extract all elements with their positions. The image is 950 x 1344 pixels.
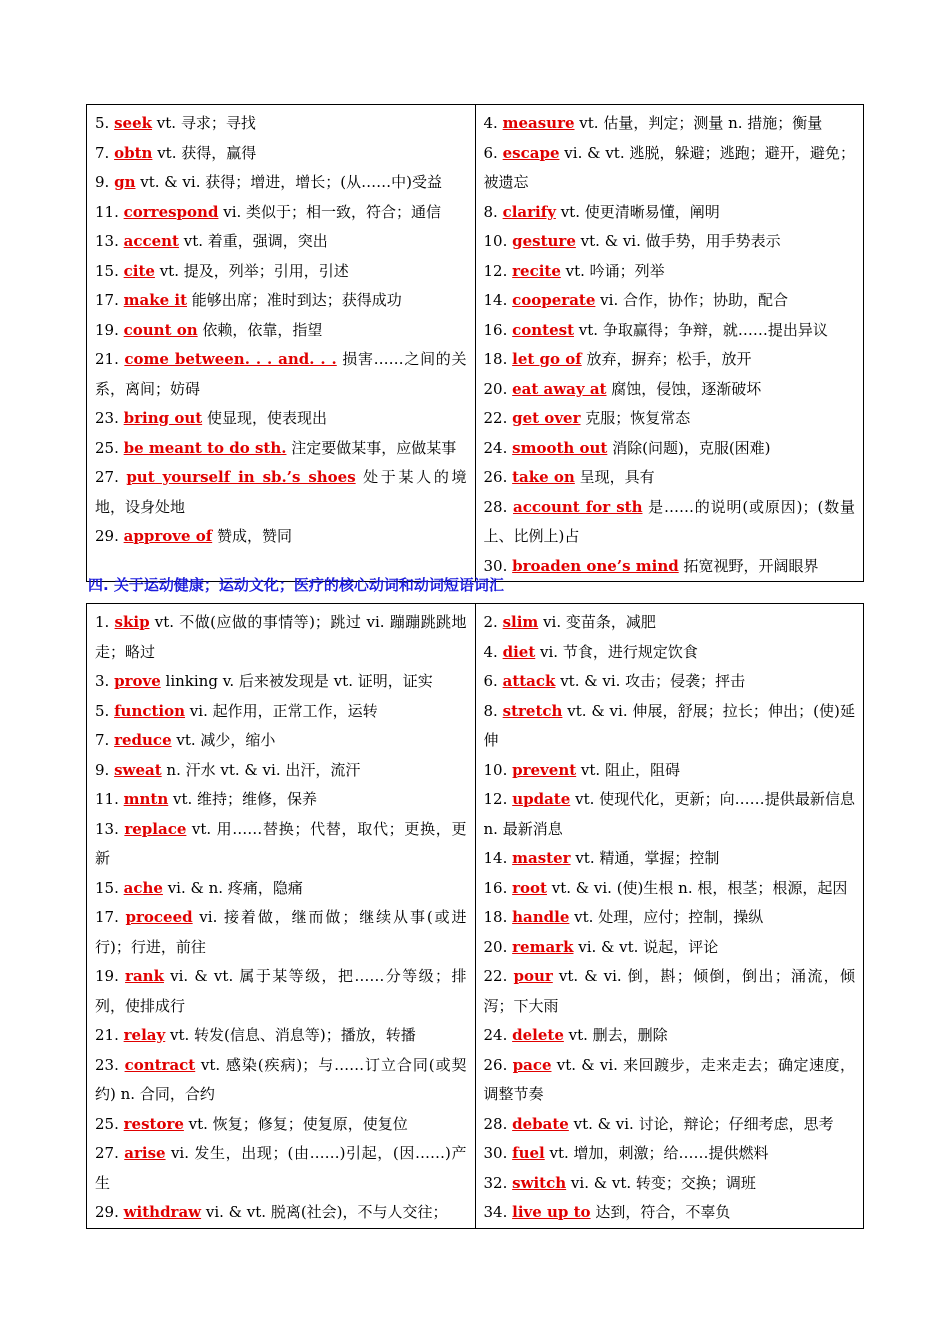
entry-def: vi. 节食，进行规定饮食 bbox=[535, 642, 698, 661]
entry-word: sweat bbox=[114, 760, 162, 779]
vocab-entry bbox=[95, 697, 467, 727]
vocab-entry bbox=[95, 1021, 467, 1051]
entry-num: 22. bbox=[483, 967, 514, 985]
vocab-entry bbox=[484, 198, 856, 228]
entry-num: 25. bbox=[95, 1114, 124, 1133]
entry-word: remark bbox=[512, 937, 574, 956]
vocab-entry bbox=[95, 227, 467, 257]
entry-num: 11. bbox=[95, 202, 124, 221]
entry-def: vt. & vi. 伸展，舒展；拉长；伸出；(使)延伸 bbox=[483, 701, 855, 749]
entry-def: vt. & vi. 获得；增进，增长；(从……中)受益 bbox=[135, 173, 442, 191]
vocab-entry bbox=[484, 962, 856, 1021]
entry-word: cite bbox=[123, 261, 155, 280]
vocab-entry bbox=[95, 198, 467, 228]
vocab-entry bbox=[484, 463, 856, 493]
entry-def: vt. 使现代化，更新；向……提供最新信息 n. 最新消息 bbox=[483, 790, 856, 838]
entry-word: account for sth bbox=[512, 497, 643, 516]
entry-num: 14. bbox=[483, 849, 513, 867]
entry-word: proceed bbox=[125, 908, 193, 926]
vocab-entry bbox=[95, 139, 467, 169]
entry-num: 16. bbox=[483, 878, 513, 897]
entry-num: 27. bbox=[95, 468, 127, 486]
entry-num: 23. bbox=[95, 409, 124, 427]
vocab-table-1 bbox=[86, 104, 864, 582]
entry-num: 5. bbox=[95, 701, 115, 720]
vocab-entry bbox=[95, 1139, 467, 1198]
entry-def: vt. 减少，缩小 bbox=[171, 731, 276, 749]
entry-num: 17. bbox=[95, 291, 124, 309]
entry-num: 10. bbox=[483, 760, 513, 779]
vocab-entry bbox=[484, 1021, 856, 1051]
vocab-entry bbox=[95, 1110, 467, 1140]
vocab-entry bbox=[484, 874, 856, 904]
entry-word: measure bbox=[502, 114, 575, 132]
entry-word: restore bbox=[123, 1114, 184, 1133]
entry-num: 10. bbox=[483, 232, 513, 250]
entry-def: 依赖，依靠，指望 bbox=[197, 320, 323, 339]
vocab-entry bbox=[95, 168, 467, 198]
entry-def: 能够出席；准时到达；获得成功 bbox=[187, 291, 402, 309]
entry-num: 11. bbox=[95, 790, 124, 808]
entry-word: function bbox=[114, 701, 186, 720]
entry-def: 放弃，摒弃；松手，放开 bbox=[581, 350, 752, 368]
entry-def: vt. 删去，删除 bbox=[563, 1026, 668, 1044]
entry-num: 8. bbox=[483, 701, 503, 720]
entry-def: 拓宽视野，开阔眼界 bbox=[678, 556, 819, 575]
entry-def: vi. 变苗条，减肥 bbox=[538, 613, 656, 631]
entry-num: 12. bbox=[483, 261, 513, 280]
entry-num: 25. bbox=[95, 438, 124, 457]
vocab-entry bbox=[95, 1051, 467, 1110]
entry-def: 腐蚀，侵蚀，逐渐破坏 bbox=[606, 379, 762, 398]
entry-def: vt. 获得，赢得 bbox=[152, 143, 257, 162]
entry-num: 20. bbox=[483, 379, 513, 398]
entry-def: vi. & vt. 属于某等级，把……分等级；排列，使排成行 bbox=[95, 967, 467, 1015]
entry-word: prove bbox=[114, 672, 161, 690]
vocab-entry bbox=[484, 785, 856, 844]
vocab-table-2 bbox=[86, 603, 864, 1229]
entry-num: 8. bbox=[483, 202, 503, 221]
entry-num: 19. bbox=[95, 967, 126, 985]
vocab-entry bbox=[484, 316, 856, 346]
section-heading: 四. 关于运动健康；运动文化；医疗的核心动词和动词短语词汇 bbox=[88, 576, 504, 594]
vocab-entry bbox=[484, 109, 856, 139]
entry-def: vi. & vt. 转变；交换；调班 bbox=[566, 1173, 756, 1192]
entry-num: 28. bbox=[483, 1114, 513, 1133]
vocab-entry bbox=[484, 1198, 856, 1228]
entry-word: root bbox=[512, 878, 547, 897]
vocab-entry bbox=[484, 638, 856, 668]
entry-word: slim bbox=[502, 613, 539, 631]
entry-word: contest bbox=[512, 320, 575, 339]
entry-num: 19. bbox=[95, 320, 124, 339]
entry-word: correspond bbox=[123, 202, 219, 221]
entry-def: vt. 使更清晰易懂，阐明 bbox=[555, 202, 720, 221]
entry-def: vt. 着重，强调，突出 bbox=[179, 232, 328, 250]
entry-num: 23. bbox=[95, 1055, 125, 1074]
entry-num: 5. bbox=[95, 114, 115, 132]
entry-word: count on bbox=[123, 320, 198, 339]
entry-num: 16. bbox=[483, 320, 513, 339]
vocab-entry bbox=[484, 434, 856, 464]
entry-word: let go of bbox=[512, 350, 582, 368]
entry-num: 32. bbox=[483, 1173, 513, 1192]
entry-num: 30. bbox=[483, 1144, 513, 1162]
entry-num: 24. bbox=[483, 438, 513, 457]
vocab-entry bbox=[95, 1198, 467, 1228]
vocab-entry bbox=[484, 1169, 856, 1199]
entry-num: 22. bbox=[483, 409, 513, 427]
entry-def: vi. & vt. 脱离(社会)，不与人交往； bbox=[201, 1203, 448, 1221]
vocab-entry bbox=[95, 903, 467, 962]
entry-word: put yourself in sb.’s shoes bbox=[126, 468, 356, 486]
vocab-entry bbox=[95, 404, 467, 434]
entry-def: 处于某人的境地，设身处地 bbox=[95, 468, 467, 516]
entry-def: 消除(问题)，克服(困难) bbox=[607, 438, 771, 457]
entry-num: 13. bbox=[95, 232, 124, 250]
entry-num: 29. bbox=[95, 1203, 124, 1221]
entry-word: relay bbox=[123, 1026, 166, 1044]
vocab-entry bbox=[95, 667, 467, 697]
entry-num: 2. bbox=[483, 613, 503, 631]
vocab-entry bbox=[484, 697, 856, 756]
entry-word: attack bbox=[502, 672, 556, 690]
entry-def: vt. 寻求；寻找 bbox=[152, 114, 256, 132]
entry-def: vt. & vi. 倒，斟；倾倒，倒出；涌流，倾泻；下大雨 bbox=[483, 967, 855, 1015]
entry-num: 28. bbox=[483, 497, 513, 516]
entry-word: clarify bbox=[502, 202, 556, 221]
vocab-entry bbox=[484, 345, 856, 375]
vocab-entry bbox=[95, 316, 467, 346]
entry-def: vt. 估量，判定；测量 n. 措施；衡量 bbox=[574, 114, 823, 132]
entry-def: vi. 接着做，继而做；继续从事(或进行)；行进，前往 bbox=[95, 908, 467, 956]
entry-num: 34. bbox=[483, 1203, 513, 1221]
entry-num: 21. bbox=[95, 1026, 124, 1044]
entry-def: n. 汗水 vt. & vi. 出汗，流汗 bbox=[161, 760, 361, 779]
entry-def: vt. 不做(应做的事情等)；跳过 vi. 蹦蹦跳跳地走；略过 bbox=[95, 613, 467, 661]
vocab-entry bbox=[484, 756, 856, 786]
entry-word: reduce bbox=[114, 731, 172, 749]
entry-word: delete bbox=[512, 1026, 564, 1044]
entry-num: 18. bbox=[483, 908, 513, 926]
vocab-entry bbox=[484, 493, 856, 552]
entry-def: vt. 感染(疾病)；与……订立合同(或契约) n. 合同，合约 bbox=[95, 1055, 467, 1103]
entry-word: be meant to do sth. bbox=[123, 438, 287, 457]
entry-num: 15. bbox=[95, 261, 124, 280]
entry-word: stretch bbox=[502, 701, 563, 720]
entry-num: 29. bbox=[95, 527, 124, 545]
entry-def: 是……的说明(或原因)；(数量上、比例上)占 bbox=[483, 497, 856, 545]
entry-def: 赞成，赞同 bbox=[212, 527, 292, 545]
entry-num: 20. bbox=[483, 937, 513, 956]
vocab-entry bbox=[95, 522, 467, 552]
entry-def: vt. 用……替换；代替，取代；更换，更新 bbox=[95, 819, 467, 867]
entry-num: 4. bbox=[483, 114, 503, 132]
entry-def: vt. & vi. 攻击；侵袭；抨击 bbox=[555, 672, 746, 690]
entry-num: 12. bbox=[483, 790, 513, 808]
entry-num: 7. bbox=[95, 143, 115, 162]
entry-def: vt. 转发(信息、消息等)；播放，转播 bbox=[165, 1026, 416, 1044]
entry-def: vi. 类似于；相一致，符合；通信 bbox=[218, 202, 442, 221]
entry-num: 15. bbox=[95, 878, 124, 897]
vocab-entry bbox=[95, 257, 467, 287]
entry-word: pour bbox=[513, 967, 553, 985]
entry-word: contract bbox=[124, 1055, 196, 1074]
vocab-entry bbox=[95, 608, 467, 667]
entry-num: 7. bbox=[95, 731, 115, 749]
entry-def: vt. 阻止，阻碍 bbox=[576, 760, 680, 779]
entry-word: approve of bbox=[123, 527, 213, 545]
entry-num: 13. bbox=[95, 819, 125, 838]
vocab-entry bbox=[95, 463, 467, 522]
entry-word: eat away at bbox=[512, 379, 607, 398]
vocab-entry bbox=[95, 286, 467, 316]
vocab-entry bbox=[95, 815, 467, 874]
entry-def: vt. 恢复；修复；使复原，使复位 bbox=[183, 1114, 408, 1133]
entry-def: vt. 提及，列举；引用，引述 bbox=[154, 261, 349, 280]
entry-word: mntn bbox=[123, 790, 169, 808]
entry-def: vi. & n. 疼痛，隐痛 bbox=[162, 878, 303, 897]
vocab-entry bbox=[484, 903, 856, 933]
entry-num: 17. bbox=[95, 908, 126, 926]
entry-word: make it bbox=[123, 291, 188, 309]
vocab-entry bbox=[484, 552, 856, 582]
entry-def: 达到，符合，不辜负 bbox=[590, 1203, 731, 1221]
entry-def: vt. 维持；维修，保养 bbox=[168, 790, 318, 808]
entry-def: 呈现，具有 bbox=[574, 468, 655, 486]
vocab-entry bbox=[95, 874, 467, 904]
vocab-column-right bbox=[475, 105, 864, 582]
vocab-entry bbox=[95, 962, 467, 1021]
entry-num: 9. bbox=[95, 173, 115, 191]
entry-word: rank bbox=[125, 967, 164, 985]
entry-word: diet bbox=[502, 642, 536, 661]
entry-def: vt. 争取赢得；争辩，就……提出异议 bbox=[574, 320, 828, 339]
entry-word: debate bbox=[512, 1114, 569, 1133]
entry-num: 27. bbox=[95, 1144, 125, 1162]
entry-word: live up to bbox=[512, 1203, 591, 1221]
entry-def: linking v. 后来被发现是 vt. 证明，证实 bbox=[160, 672, 433, 690]
entry-word: smooth out bbox=[512, 438, 608, 457]
entry-def: vt. 精通，掌握；控制 bbox=[570, 849, 720, 867]
entry-num: 6. bbox=[483, 143, 503, 162]
entry-word: recite bbox=[512, 261, 561, 280]
entry-word: gn bbox=[114, 173, 136, 191]
entry-num: 24. bbox=[483, 1026, 513, 1044]
vocab-entry bbox=[95, 345, 467, 404]
vocab-column-left bbox=[87, 604, 476, 1229]
entry-num: 21. bbox=[95, 350, 125, 368]
entry-def: vi. 起作用，正常工作，运转 bbox=[185, 701, 378, 720]
entry-def: 使显现，使表现出 bbox=[202, 409, 327, 427]
entry-def: 损害……之间的关系，离间；妨碍 bbox=[95, 350, 467, 398]
entry-word: fuel bbox=[512, 1144, 545, 1162]
entry-word: seek bbox=[114, 114, 153, 132]
vocab-entry bbox=[484, 608, 856, 638]
entry-num: 9. bbox=[95, 760, 115, 779]
entry-word: cooperate bbox=[512, 291, 596, 309]
vocab-entry bbox=[484, 933, 856, 963]
entry-word: ache bbox=[123, 878, 163, 897]
vocab-entry bbox=[484, 844, 856, 874]
vocab-entry bbox=[484, 1139, 856, 1169]
vocab-entry bbox=[484, 227, 856, 257]
vocab-column-right bbox=[475, 604, 864, 1229]
entry-word: take on bbox=[512, 468, 575, 486]
entry-word: switch bbox=[512, 1173, 567, 1192]
vocab-entry bbox=[484, 1051, 856, 1110]
entry-word: skip bbox=[114, 613, 150, 631]
entry-word: update bbox=[512, 790, 571, 808]
entry-def: vi. 发生，出现；(由……)引起，(因……)产生 bbox=[95, 1144, 467, 1192]
entry-word: get over bbox=[512, 409, 581, 427]
vocab-entry bbox=[484, 139, 856, 198]
vocab-entry bbox=[484, 286, 856, 316]
entry-word: bring out bbox=[123, 409, 203, 427]
vocab-entry bbox=[484, 375, 856, 405]
entry-num: 1. bbox=[95, 613, 115, 631]
vocab-column-left bbox=[87, 105, 476, 582]
entry-def: 克服；恢复常态 bbox=[580, 409, 691, 427]
entry-word: prevent bbox=[512, 760, 577, 779]
entry-word: pace bbox=[512, 1055, 552, 1074]
entry-word: broaden one’s mind bbox=[512, 556, 679, 575]
entry-def: vt. & vi. 讨论，辩论；仔细考虑，思考 bbox=[568, 1114, 834, 1133]
vocab-entry bbox=[484, 404, 856, 434]
entry-word: obtn bbox=[114, 143, 153, 162]
vocab-entry bbox=[484, 1110, 856, 1140]
entry-num: 4. bbox=[483, 642, 503, 661]
vocab-entry bbox=[95, 109, 467, 139]
entry-num: 26. bbox=[483, 1055, 513, 1074]
entry-word: accent bbox=[123, 232, 179, 250]
entry-word: come between. . . and. . . bbox=[124, 350, 337, 368]
entry-num: 18. bbox=[483, 350, 513, 368]
entry-word: escape bbox=[502, 143, 560, 162]
vocab-entry bbox=[95, 785, 467, 815]
entry-num: 26. bbox=[483, 468, 513, 486]
entry-word: withdraw bbox=[123, 1203, 202, 1221]
vocab-entry bbox=[95, 434, 467, 464]
entry-def: 注定要做某事，应做某事 bbox=[286, 438, 457, 457]
vocab-entry bbox=[95, 756, 467, 786]
entry-def: vt. 处理，应付；控制，操纵 bbox=[569, 908, 764, 926]
entry-num: 14. bbox=[483, 291, 513, 309]
entry-word: arise bbox=[124, 1144, 166, 1162]
entry-def: vt. 增加，刺激；给……提供燃料 bbox=[544, 1144, 769, 1162]
entry-def: vi. & vt. 说起，评论 bbox=[573, 937, 719, 956]
entry-def: vt. 吟诵；列举 bbox=[560, 261, 665, 280]
entry-word: replace bbox=[124, 819, 187, 838]
vocab-entry bbox=[484, 257, 856, 287]
entry-word: gesture bbox=[512, 232, 576, 250]
entry-def: vi. 合作，协作；协助，配合 bbox=[595, 291, 788, 309]
entry-num: 30. bbox=[483, 556, 513, 575]
entry-def: vt. & vi. 做手势，用手势表示 bbox=[575, 232, 781, 250]
entry-def: vt. & vi. 来回踱步，走来走去；确定速度，调整节奏 bbox=[483, 1055, 855, 1103]
entry-def: vt. & vi. (使)生根 n. 根，根茎；根源，起因 bbox=[546, 878, 848, 897]
vocab-entry bbox=[95, 726, 467, 756]
entry-num: 3. bbox=[95, 672, 115, 690]
entry-word: handle bbox=[512, 908, 570, 926]
entry-num: 6. bbox=[483, 672, 503, 690]
entry-def: vi. & vt. 逃脱，躲避；逃跑；避开，避免；被遗忘 bbox=[483, 143, 855, 191]
vocab-entry bbox=[484, 667, 856, 697]
entry-word: master bbox=[512, 849, 571, 867]
